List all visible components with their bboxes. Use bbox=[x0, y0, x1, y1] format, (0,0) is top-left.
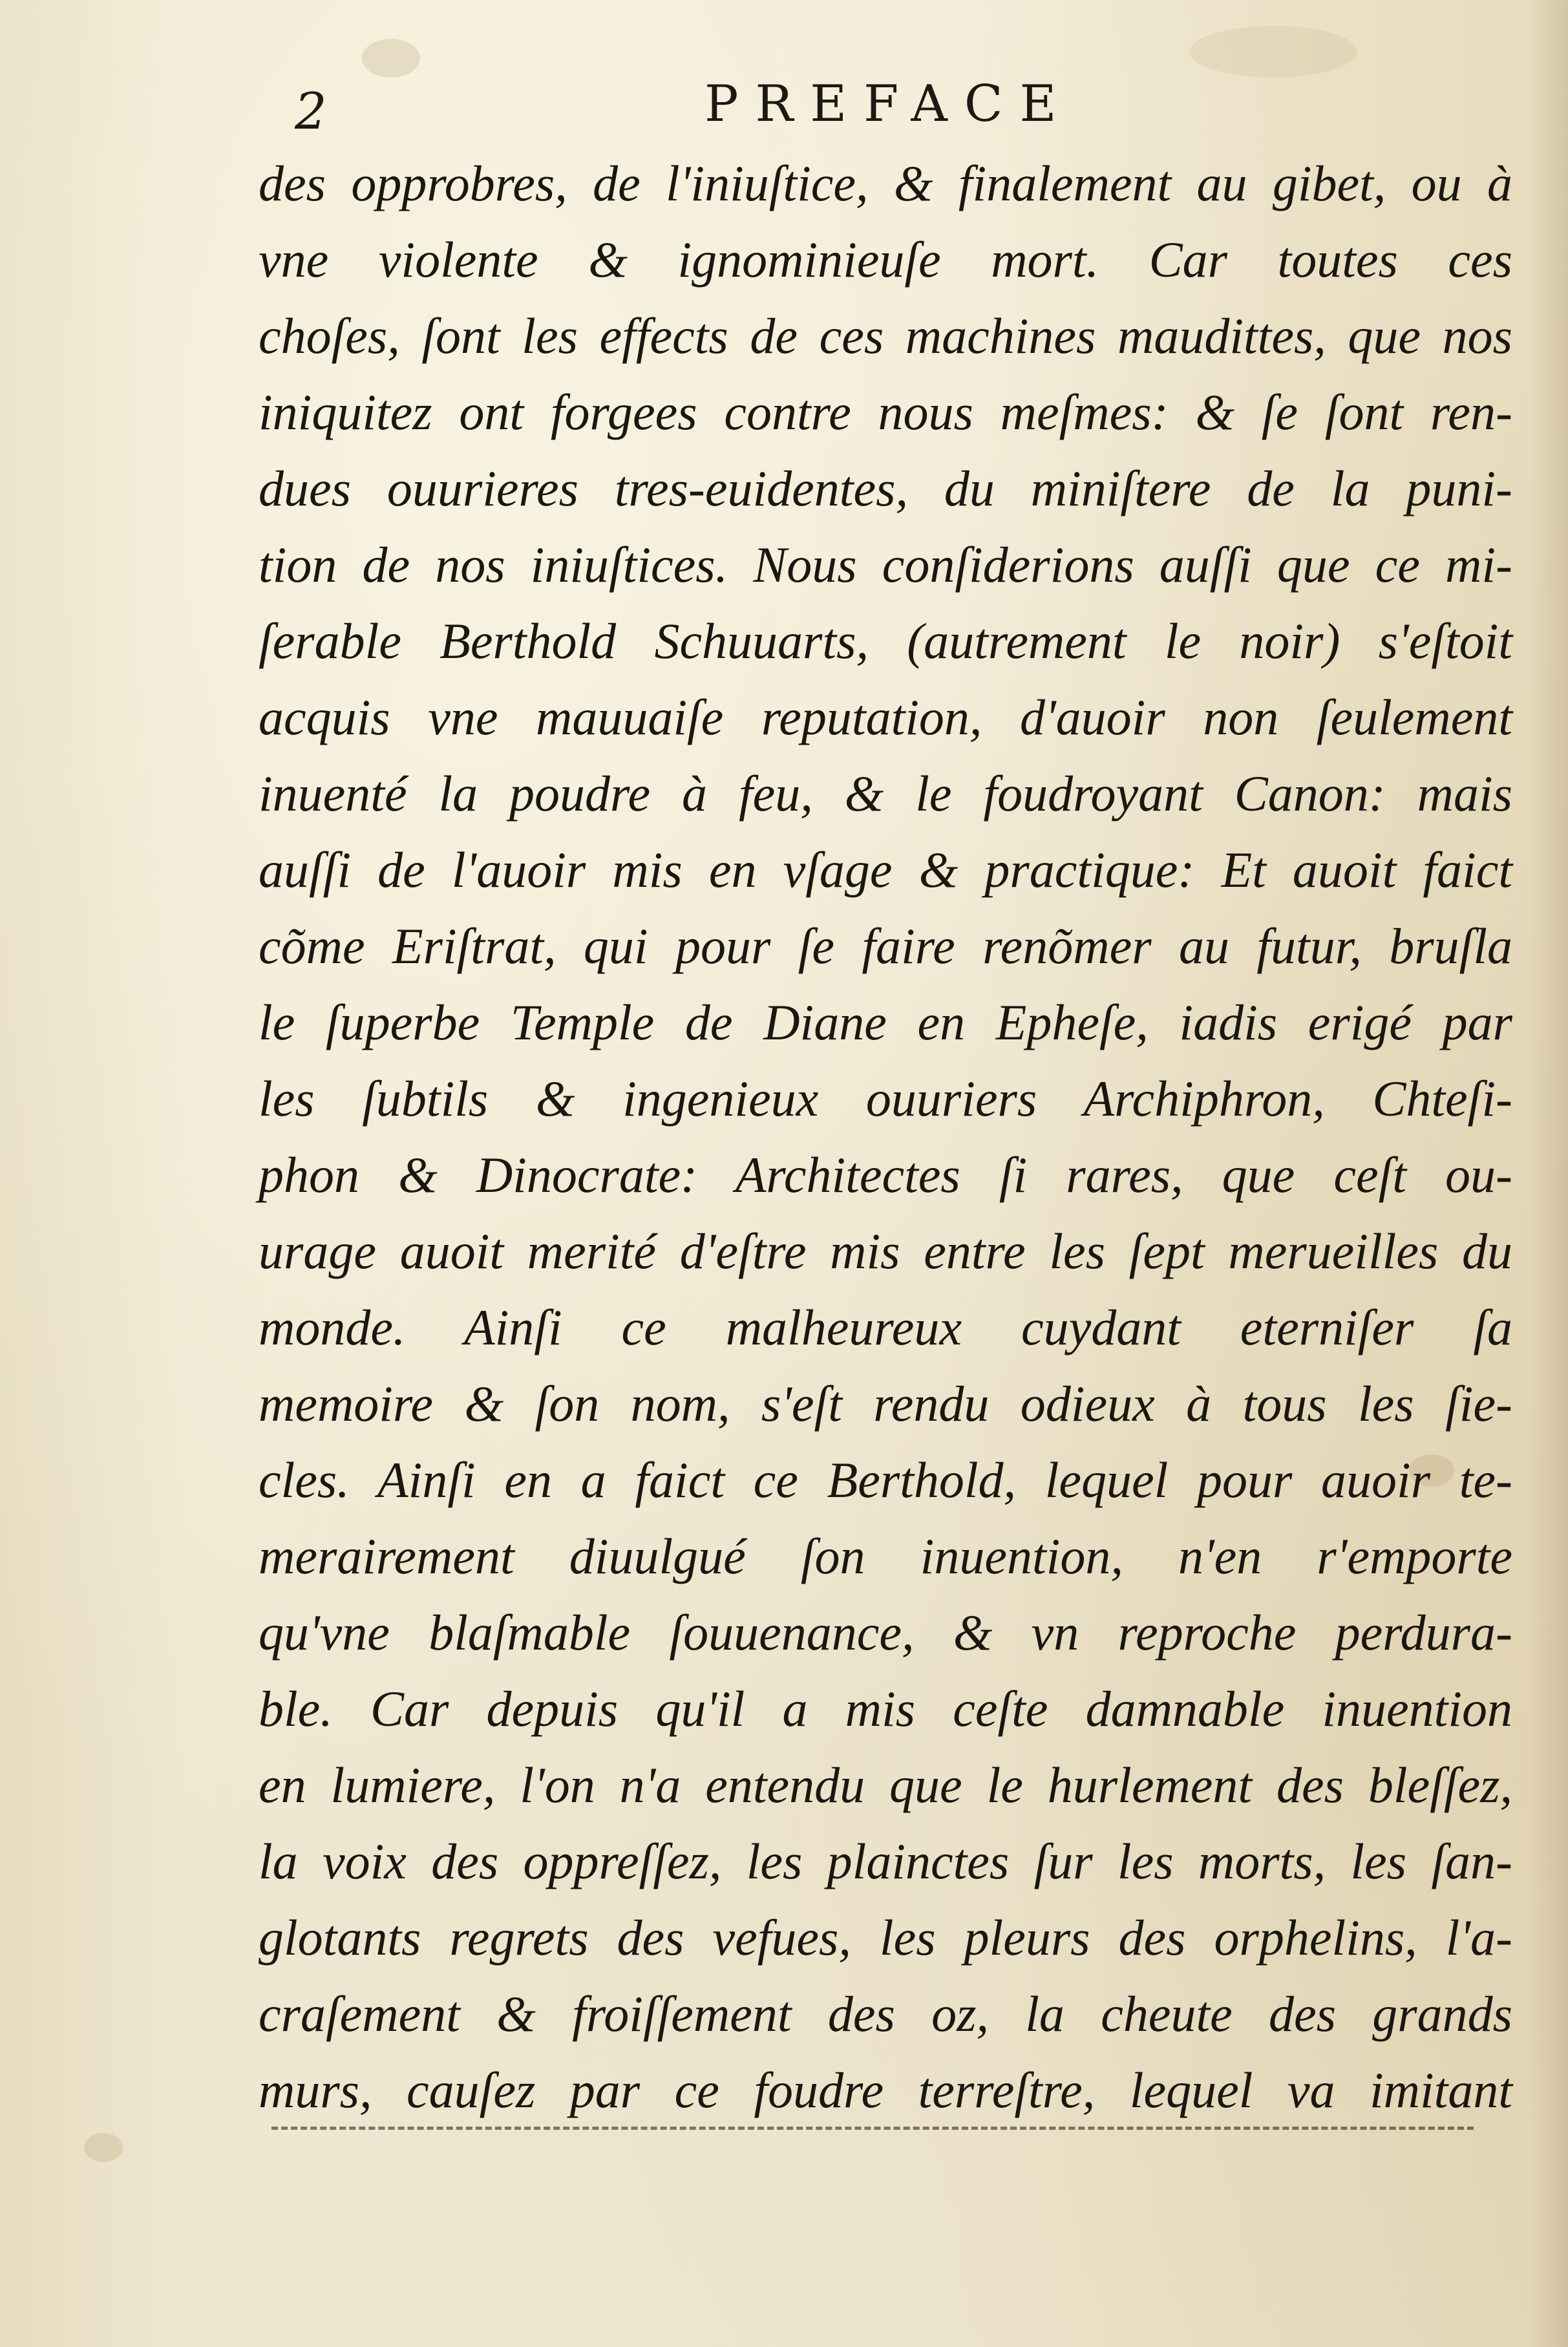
text-line: cõme Eriſtrat, qui pour ſe faire renõmer au futur, bruſla bbox=[259, 918, 1512, 974]
text-line: les ſubtils & ingenieux ouuriers Archiphron, Chteſi- bbox=[259, 1070, 1512, 1127]
text-line: inuenté la poudre à feu, & le foudroyant Canon: mais bbox=[259, 765, 1512, 822]
text-line: acquis vne mauuaiſe reputation, d'auoir non ſeulement bbox=[259, 689, 1512, 745]
text-line: iniquitez ont forgees contre nous meſmes: & ſe ſont ren- bbox=[259, 384, 1512, 440]
page-header bbox=[284, 72, 1499, 143]
page-number: 2 bbox=[295, 83, 327, 141]
text-line: cles. Ainſi en a faict ce Berthold, lequel pour auoir te- bbox=[259, 1452, 1512, 1508]
paper-stain bbox=[84, 2133, 123, 2162]
text-line: merairement diuulgué ſon inuention, n'en r'emporte bbox=[259, 1528, 1512, 1584]
paper-stain bbox=[1189, 26, 1357, 78]
text-line: urage auoit merité d'eſtre mis entre les ſept merueilles du bbox=[259, 1223, 1512, 1279]
page-gutter-shadow bbox=[1529, 0, 1568, 2347]
body-text bbox=[259, 145, 1512, 2129]
text-line: phon & Dinocrate: Architectes ſi rares, que ceſt ou- bbox=[259, 1147, 1512, 1203]
text-line: memoire & ſon nom, s'eſt rendu odieux à tous les ſie- bbox=[259, 1375, 1512, 1432]
text-line: des opprobres, de l'iniuſtice, & finalement au gibet, ou à bbox=[259, 155, 1512, 211]
text-line: dues ouurieres tres-euidentes, du miniſtere de la puni- bbox=[259, 460, 1512, 516]
text-line: choſes, ſont les effects de ces machines maudittes, que nos bbox=[259, 308, 1512, 364]
text-line: vne violente & ignominieuſe mort. Car toutes ces bbox=[259, 231, 1512, 288]
text-line: tion de nos iniuſtices. Nous conſiderions auſſi que ce mi- bbox=[259, 536, 1512, 593]
running-title: PREFACE bbox=[705, 75, 1074, 133]
text-line: craſement & froiſſement des oz, la cheute des grands bbox=[259, 1986, 1512, 2042]
text-line: la voix des oppreſſez, les plainctes ſur les morts, les ſan- bbox=[259, 1833, 1512, 1889]
text-line: glotants regrets des vefues, les pleurs des orphelins, l'a- bbox=[259, 1909, 1512, 1966]
text-line: le ſuperbe Temple de Diane en Epheſe, iadis erigé par bbox=[259, 994, 1512, 1050]
text-line: qu'vne blaſmable ſouuenance, & vn reproche perdura- bbox=[259, 1604, 1512, 1661]
text-line: auſſi de l'auoir mis en vſage & practique: Et auoit faict bbox=[259, 842, 1512, 898]
text-line: ſerable Berthold Schuuarts, (autrement le noir) s'eſtoit bbox=[259, 613, 1512, 669]
paper-stain bbox=[362, 39, 420, 78]
text-line: en lumiere, l'on n'a entendu que le hurlement des bleſſez, bbox=[259, 1757, 1512, 1813]
text-line: murs, cauſez par ce foudre terreſtre, lequel va imitant bbox=[259, 2062, 1512, 2118]
bottom-rule bbox=[271, 2127, 1474, 2130]
text-line: ble. Car depuis qu'il a mis ceſte damnable inuention bbox=[259, 1681, 1512, 1737]
text-line: monde. Ainſi ce malheureux cuydant eterniſer ſa bbox=[259, 1299, 1512, 1355]
